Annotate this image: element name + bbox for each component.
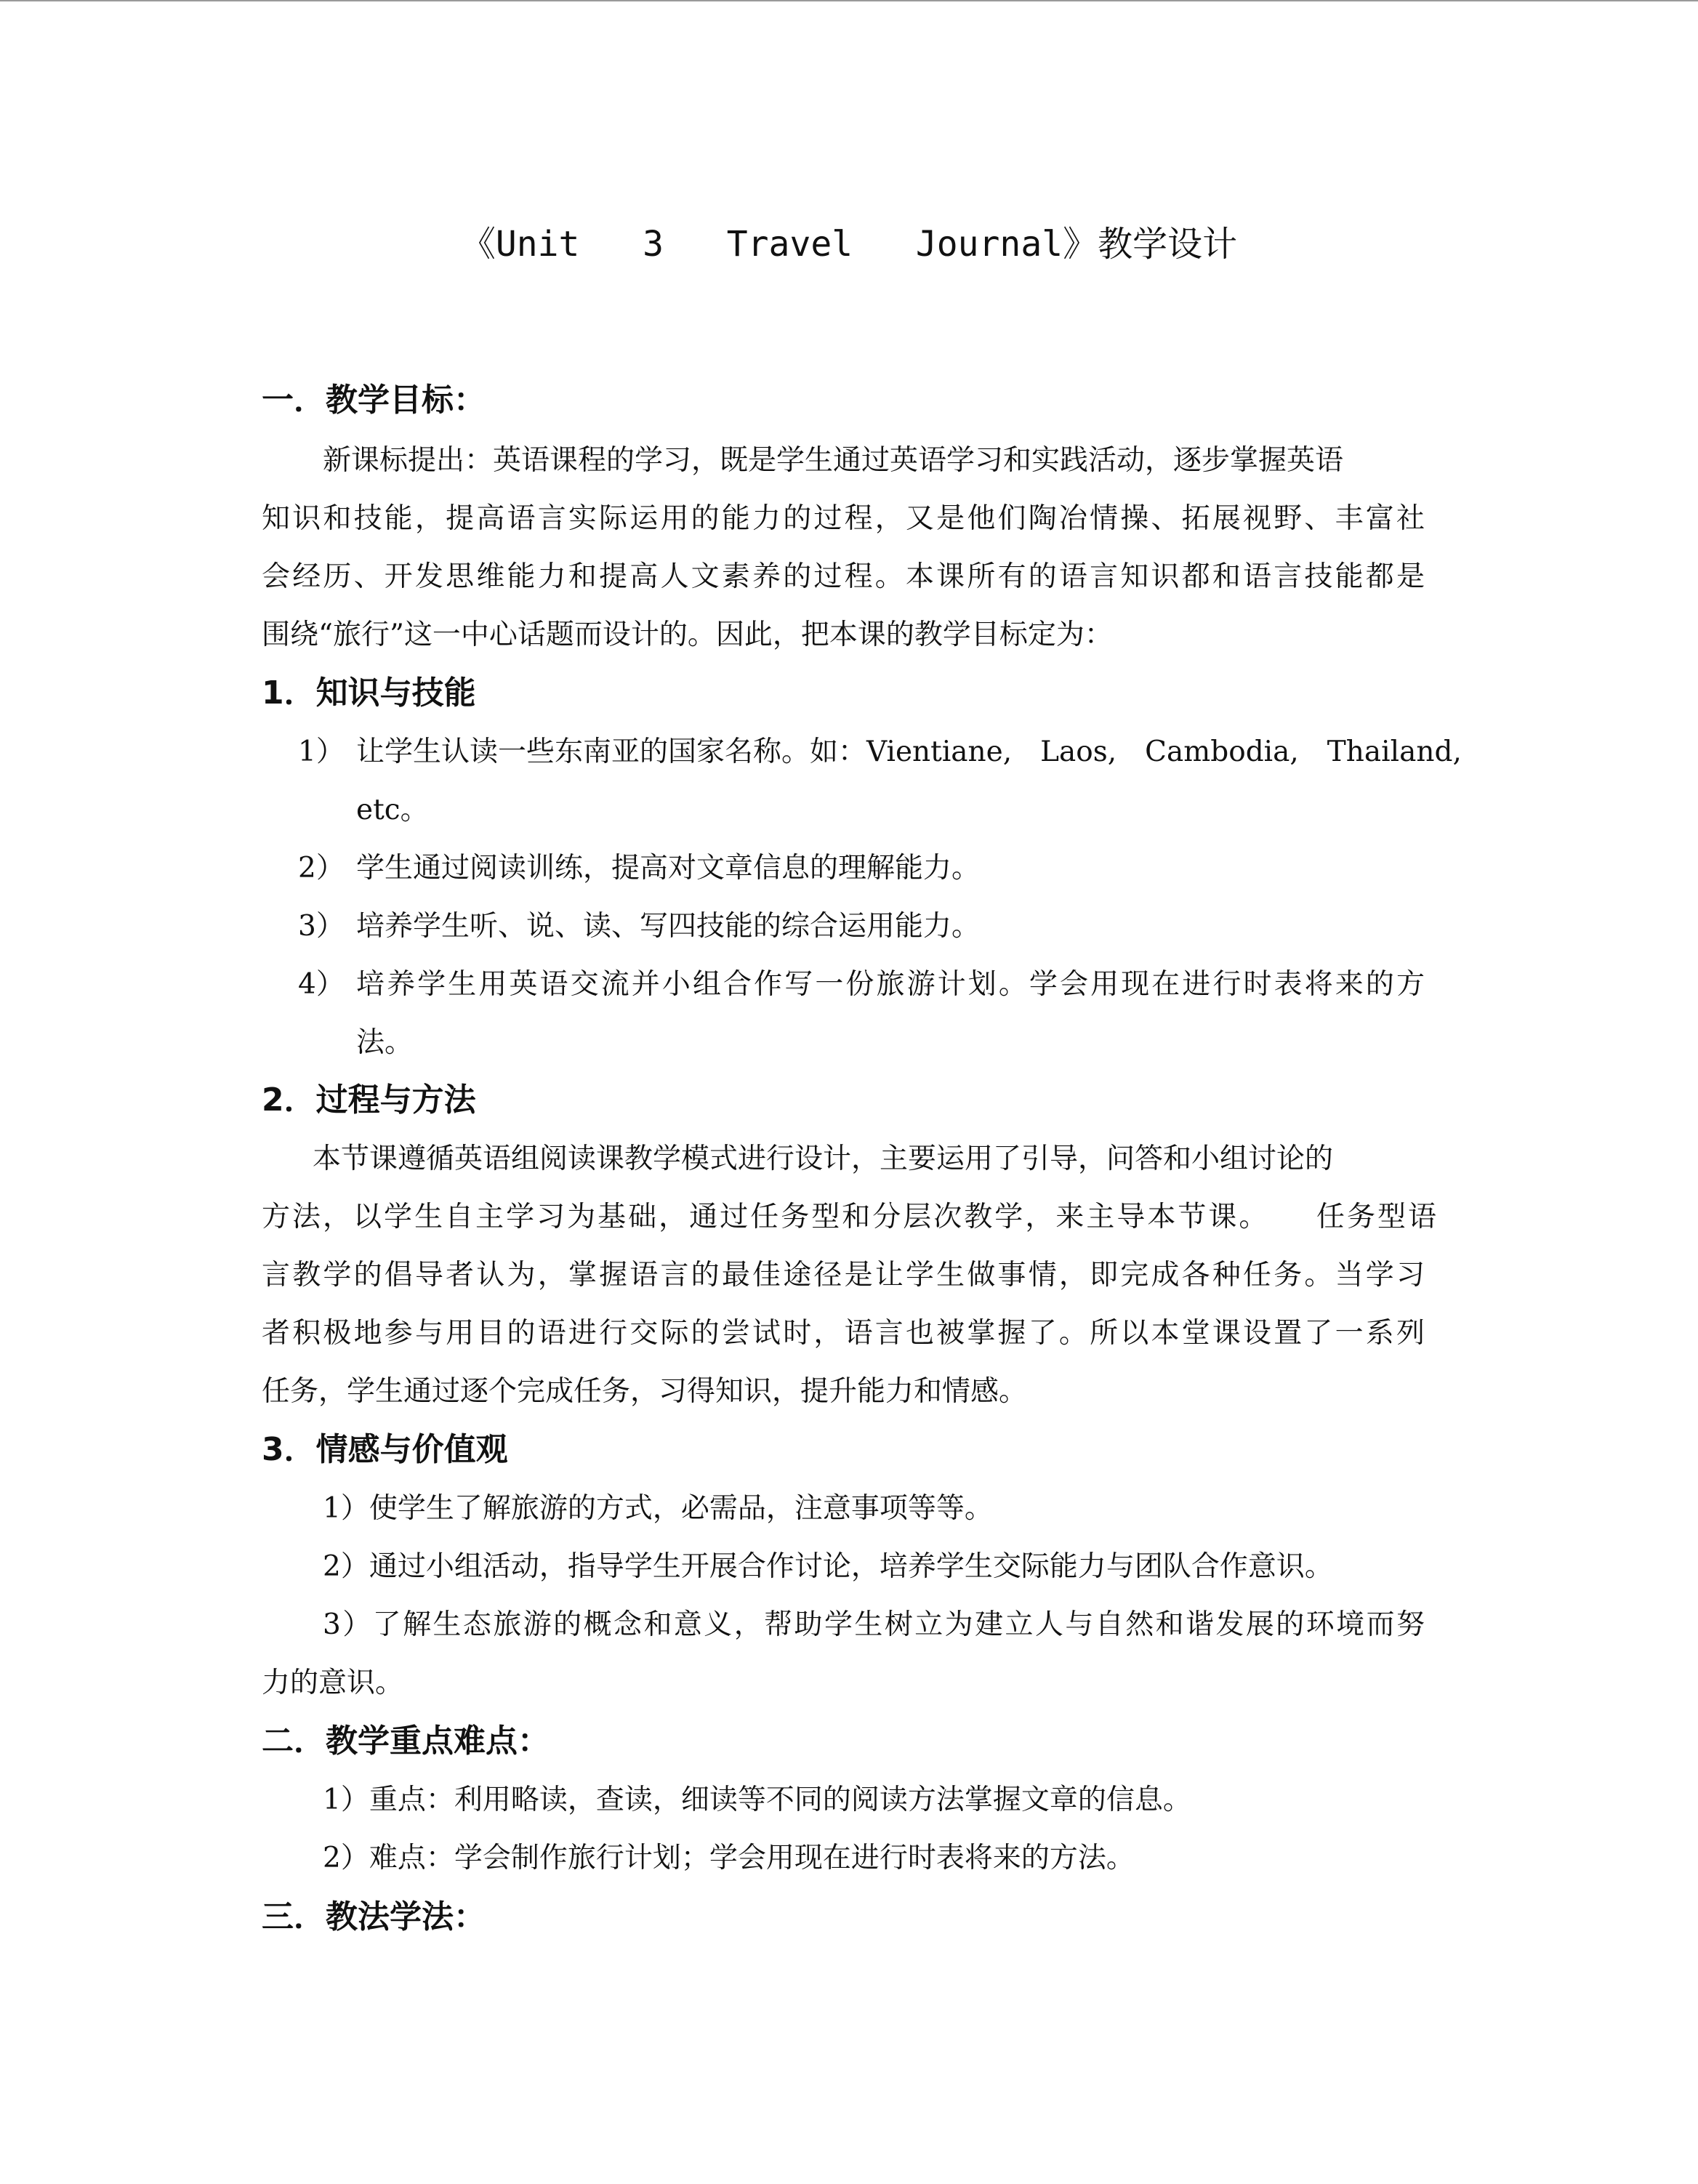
list-item-text: 让学生认读一些东南亚的国家名称。如：Vientiane, Laos, Cambodia, Thailand, <box>356 736 1462 768</box>
list-item-text: 培养学生用英语交流并小组合作写一份旅游计划。学会用现在进行时表将来的方 <box>356 968 1425 1001</box>
section-heading-key-points: 二．教学重点难点： <box>262 1722 550 1760</box>
paragraph-line: 1）重点：利用略读，查读，细读等不同的阅读方法掌握文章的信息。 <box>323 1784 1191 1816</box>
paragraph-line: 任务，学生通过逐个完成任务，习得知识，提升能力和情感。 <box>262 1375 1028 1408</box>
paragraph-line: 2）难点：学会制作旅行计划；学会用现在进行时表将来的方法。 <box>323 1842 1135 1874</box>
list-item-text: etc。 <box>356 794 429 826</box>
section-heading-methods: 三．教法学法： <box>262 1898 486 1935</box>
paragraph-line: 者积极地参与用目的语进行交际的尝试时，语言也被掌握了。所以本堂课设置了一系列 <box>262 1317 1425 1350</box>
paragraph-line: 知识和技能，提高语言实际运用的能力的过程，又是他们陶冶情操、拓展视野、丰富社 <box>262 502 1425 535</box>
section-heading-objectives: 一．教学目标： <box>262 382 486 419</box>
list-item-text: 培养学生听、说、读、写四技能的综合运用能力。 <box>356 910 981 943</box>
subsection-heading-process-method: 2．过程与方法 <box>262 1081 476 1119</box>
paragraph-line: 1）使学生了解旅游的方式，必需品，注意事项等等。 <box>323 1492 993 1525</box>
list-item-text: 法。 <box>356 1026 414 1059</box>
page-top-border <box>0 0 1698 1</box>
list-item-number: 1） <box>298 736 345 768</box>
list-item-number: 3） <box>298 910 345 943</box>
paragraph-line: 会经历、开发思维能力和提高人文素养的过程。本课所有的语言知识都和语言技能都是 <box>262 560 1425 593</box>
paragraph-line: 方法，以学生自主学习为基础，通过任务型和分层次教学，来主导本节课。 任务型语 <box>262 1201 1436 1233</box>
paragraph-line: 新课标提出：英语课程的学习，既是学生通过英语学习和实践活动，逐步掌握英语 <box>323 444 1344 477</box>
paragraph-line: 言教学的倡导者认为，掌握语言的最佳途径是让学生做事情，即完成各种任务。当学习 <box>262 1259 1425 1292</box>
document-title: 《Unit 3 Travel Journal》教学设计 <box>460 224 1238 265</box>
list-item-number: 4） <box>298 968 345 1001</box>
paragraph-line: 围绕“旅行”这一中心话题而设计的。因此，把本课的教学目标定为： <box>262 618 1113 651</box>
list-item-number: 2） <box>298 852 345 885</box>
paragraph-line: 本节课遵循英语组阅读课教学模式进行设计，主要运用了引导，问答和小组讨论的 <box>313 1143 1334 1175</box>
paragraph-line: 力的意识。 <box>262 1667 404 1699</box>
subsection-heading-emotion-values: 3．情感与价值观 <box>262 1431 508 1468</box>
list-item-text: 学生通过阅读训练，提高对文章信息的理解能力。 <box>356 852 981 885</box>
subsection-heading-knowledge-skills: 1．知识与技能 <box>262 674 476 712</box>
paragraph-line: 3）了解生态旅游的概念和意义，帮助学生树立为建立人与自然和谐发展的环境而努 <box>323 1608 1425 1641</box>
paragraph-line: 2）通过小组活动，指导学生开展合作讨论，培养学生交际能力与团队合作意识。 <box>323 1550 1333 1583</box>
